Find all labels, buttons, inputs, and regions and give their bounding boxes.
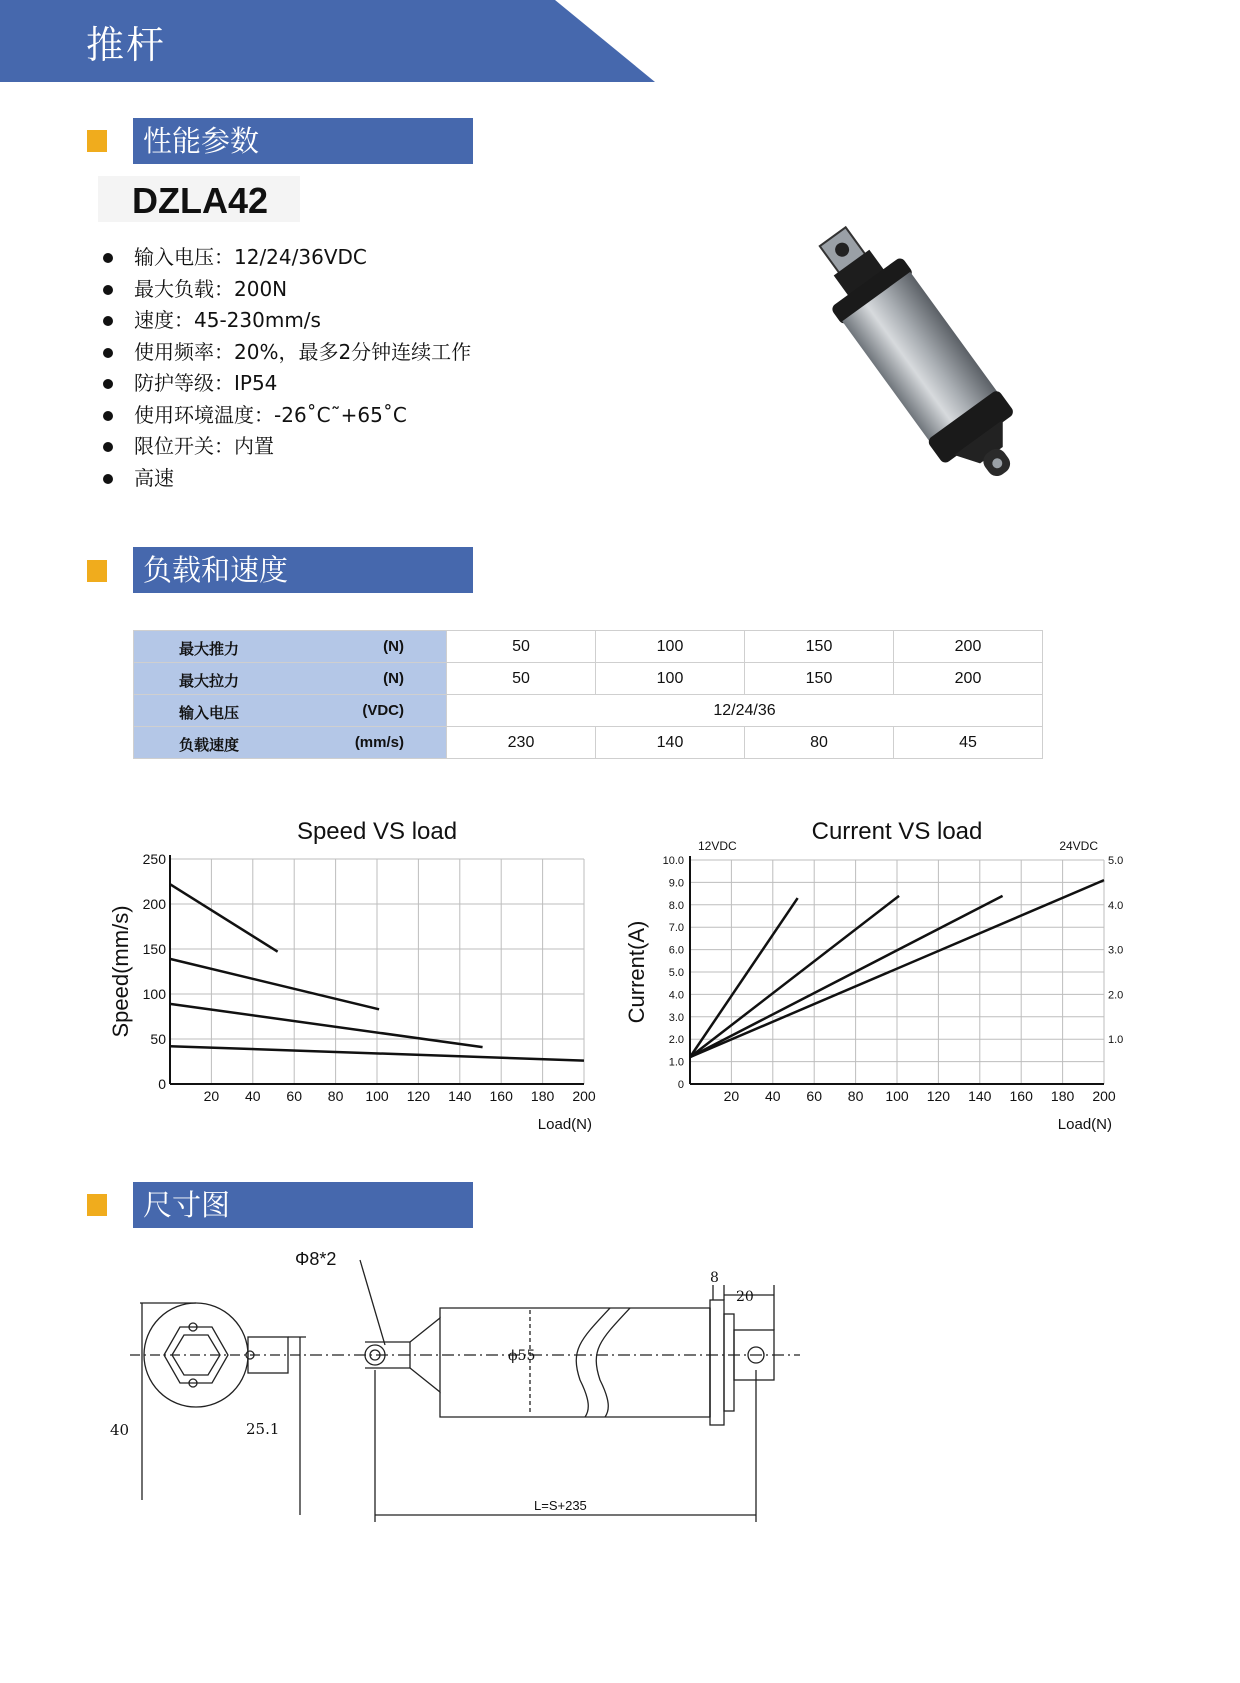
chart-title: Speed VS load <box>296 818 458 845</box>
table-row <box>134 695 1043 727</box>
row-label: 最大推力 <box>179 641 240 658</box>
y2-tick-label: 2.0 <box>1108 989 1124 1002</box>
y-axis-label: Current(A) <box>624 920 649 1024</box>
y-tick-label: 250 <box>142 851 166 867</box>
row-label: 负载速度 <box>179 737 240 754</box>
chart-title: Current VS load <box>811 818 983 845</box>
spec-table <box>133 630 1043 759</box>
page-title: 推杆 <box>86 23 167 67</box>
y-tick-label: 0 <box>677 1079 684 1091</box>
dim-8: 8 <box>710 1270 719 1286</box>
x-tick-label: 140 <box>968 1088 992 1104</box>
table-cell: 200 <box>894 663 1043 695</box>
x-tick-label: 200 <box>572 1088 596 1104</box>
x-tick-label: 160 <box>1009 1088 1033 1104</box>
y-tick-label: 3.0 <box>668 1011 684 1024</box>
row-unit: (VDC) <box>362 702 404 719</box>
spec-item: 速度：45-230mm/s <box>100 305 471 337</box>
table-cell: 80 <box>745 727 894 759</box>
dim-length: L=S+235 <box>534 1498 587 1513</box>
x-tick-label: 80 <box>847 1088 864 1104</box>
y2-tick-label: 1.0 <box>1108 1034 1124 1047</box>
spec-item: 最大负载：200N <box>100 274 471 306</box>
y-tick-label: 8.0 <box>668 899 684 912</box>
table-row <box>134 663 1043 695</box>
left-axis-label: 12VDC <box>698 839 737 853</box>
section-marker <box>87 130 107 152</box>
y-tick-label: 100 <box>142 986 166 1002</box>
y-tick-label: 2.0 <box>668 1034 684 1047</box>
dim-25-1: 25.1 <box>246 1420 280 1438</box>
dimension-drawing <box>110 1249 810 1540</box>
x-tick-label: 180 <box>1050 1088 1075 1104</box>
y-tick-label: 50 <box>150 1031 166 1047</box>
row-label: 最大拉力 <box>179 673 240 690</box>
x-tick-label: 200 <box>1092 1088 1116 1104</box>
x-axis-label: Load(N) <box>537 1116 592 1133</box>
table-row <box>134 727 1043 759</box>
series-line <box>170 1004 483 1047</box>
model-name: DZLA42 <box>132 180 269 221</box>
x-tick-label: 40 <box>245 1088 261 1104</box>
table-cell: 45 <box>894 727 1043 759</box>
table-cell: 50 <box>447 631 596 663</box>
x-tick-label: 40 <box>765 1088 781 1104</box>
x-axis-label: Load(N) <box>1057 1116 1112 1133</box>
table-cell: 140 <box>596 727 745 759</box>
y2-tick-label: 4.0 <box>1108 899 1124 912</box>
section-title-performance: 性能参数 <box>133 118 473 164</box>
y-tick-label: 7.0 <box>668 922 684 935</box>
row-unit: (N) <box>383 638 404 655</box>
speed-chart <box>100 805 620 1135</box>
y-tick-label: 4.0 <box>668 989 684 1002</box>
dim-20: 20 <box>736 1289 754 1305</box>
table-cell: 100 <box>596 663 745 695</box>
dim-hole: Φ8*2 <box>295 1249 337 1269</box>
row-unit: (mm/s) <box>354 734 404 751</box>
spec-item: 使用频率：20%，最多2分钟连续工作 <box>100 337 471 369</box>
spec-item: 限位开关：内置 <box>100 431 471 463</box>
actuator-image <box>770 205 1060 495</box>
right-axis-label: 24VDC <box>1059 839 1098 853</box>
series-line <box>690 896 1003 1057</box>
row-label: 输入电压 <box>179 705 240 722</box>
x-tick-label: 60 <box>286 1088 302 1104</box>
dim-40: 40 <box>110 1421 130 1439</box>
y2-tick-label: 5.0 <box>1108 855 1124 867</box>
y-tick-label: 0 <box>158 1076 166 1092</box>
x-tick-label: 140 <box>448 1088 472 1104</box>
y2-tick-label: 3.0 <box>1108 944 1124 957</box>
x-tick-label: 120 <box>926 1088 951 1104</box>
x-tick-label: 20 <box>203 1088 220 1104</box>
x-tick-label: 80 <box>327 1088 344 1104</box>
y-tick-label: 6.0 <box>668 944 684 957</box>
dim-phi55: ϕ55 <box>508 1348 536 1364</box>
spec-item: 使用环境温度：-26˚C˜+65˚C <box>100 400 471 432</box>
series-line <box>170 959 379 1009</box>
x-tick-label: 20 <box>723 1088 740 1104</box>
table-cell: 12/24/36 <box>447 695 1043 727</box>
series-line <box>170 884 278 952</box>
spec-item: 防护等级：IP54 <box>100 368 471 400</box>
table-cell: 230 <box>447 727 596 759</box>
table-row <box>134 631 1043 663</box>
x-tick-label: 120 <box>406 1088 431 1104</box>
y-tick-label: 10.0 <box>662 855 684 867</box>
current-chart <box>620 805 1150 1135</box>
x-tick-label: 60 <box>806 1088 822 1104</box>
table-cell: 100 <box>596 631 745 663</box>
table-cell: 50 <box>447 663 596 695</box>
section-marker <box>87 560 107 582</box>
y-tick-label: 9.0 <box>668 877 684 890</box>
section-title-dimensions: 尺寸图 <box>133 1182 473 1228</box>
section-marker <box>87 1194 107 1216</box>
spec-list <box>100 242 471 494</box>
table-cell: 150 <box>745 663 894 695</box>
spec-item: 高速 <box>100 463 471 495</box>
series-line <box>690 896 899 1057</box>
x-tick-label: 100 <box>365 1088 389 1104</box>
table-cell: 150 <box>745 631 894 663</box>
spec-item: 输入电压：12/24/36VDC <box>100 242 471 274</box>
x-tick-label: 180 <box>530 1088 555 1104</box>
y-tick-label: 5.0 <box>668 967 684 979</box>
y-axis-label: Speed(mm/s) <box>108 905 133 1038</box>
y-tick-label: 200 <box>142 896 166 912</box>
x-tick-label: 100 <box>885 1088 909 1104</box>
table-cell: 200 <box>894 631 1043 663</box>
x-tick-label: 160 <box>489 1088 513 1104</box>
row-unit: (N) <box>383 670 404 687</box>
y-tick-label: 150 <box>142 941 166 957</box>
y-tick-label: 1.0 <box>668 1056 684 1069</box>
section-title-load-speed: 负载和速度 <box>133 547 473 593</box>
